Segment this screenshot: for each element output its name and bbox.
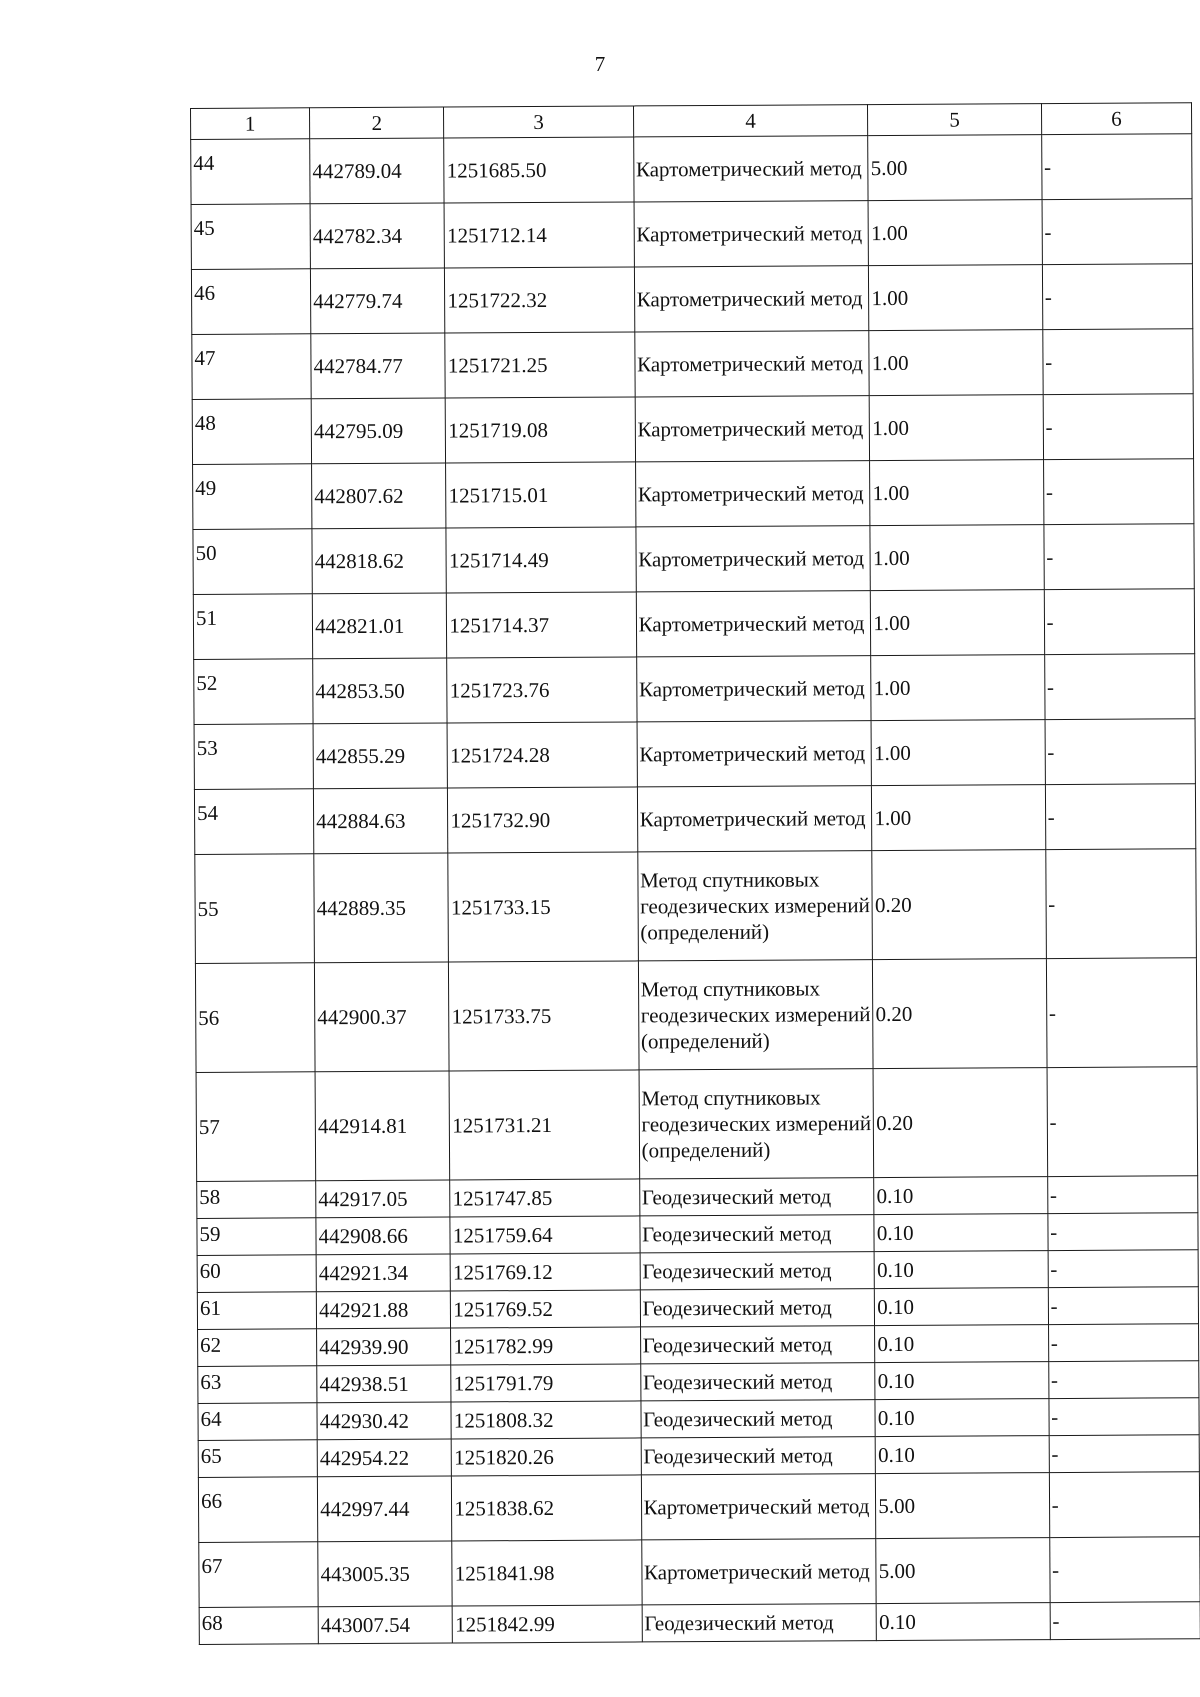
y-coordinate-cell: 1251731.21 — [449, 1070, 639, 1180]
y-coordinate-cell: 1251719.08 — [445, 397, 635, 463]
table-row — [197, 1287, 1198, 1330]
x-coordinate-cell: 442908.66 — [316, 1217, 450, 1255]
point-number-cell: 52 — [194, 659, 313, 725]
y-coordinate-cell: 1251841.98 — [452, 1540, 642, 1606]
x-coordinate-cell: 442779.74 — [311, 268, 446, 334]
x-coordinate-cell: 442821.01 — [312, 593, 447, 659]
x-coordinate-cell: 442853.50 — [313, 658, 448, 724]
accuracy-cell: 0.10 — [874, 1177, 1048, 1215]
x-coordinate-cell: 442795.09 — [311, 398, 446, 464]
point-number-cell: 59 — [197, 1218, 316, 1256]
accuracy-cell: 5.00 — [876, 1538, 1050, 1604]
x-coordinate-cell: 442900.37 — [315, 962, 450, 1072]
point-number-cell: 57 — [196, 1072, 316, 1182]
accuracy-cell: 5.00 — [876, 1473, 1050, 1539]
accuracy-cell: 1.00 — [869, 265, 1043, 331]
note-cell: - — [1045, 784, 1196, 850]
header-col-3: 3 — [444, 106, 633, 138]
accuracy-cell: 0.10 — [875, 1362, 1049, 1400]
table-row — [194, 654, 1195, 725]
note-cell: - — [1046, 958, 1197, 1068]
method-cell: Картометрический метод — [634, 201, 869, 267]
note-cell: - — [1048, 1250, 1199, 1288]
table-row — [191, 264, 1192, 335]
y-coordinate-cell: 1251724.28 — [447, 722, 637, 788]
table-row — [194, 719, 1195, 790]
point-number-cell: 45 — [191, 204, 310, 270]
note-cell: - — [1044, 524, 1195, 590]
point-number-cell: 62 — [198, 1329, 317, 1367]
table-row — [194, 784, 1195, 855]
method-cell: Геодезический метод — [640, 1326, 875, 1364]
note-cell: - — [1042, 329, 1193, 395]
method-cell: Геодезический метод — [641, 1400, 876, 1438]
accuracy-cell: 0.20 — [873, 1068, 1047, 1178]
method-cell: Картометрический метод — [641, 1539, 876, 1605]
accuracy-cell: 0.10 — [875, 1399, 1049, 1437]
accuracy-cell: 0.10 — [874, 1251, 1048, 1289]
accuracy-cell: 0.10 — [876, 1603, 1050, 1641]
accuracy-cell: 0.10 — [874, 1214, 1048, 1252]
point-number-cell: 44 — [191, 139, 310, 205]
y-coordinate-cell: 1251733.75 — [449, 961, 639, 1071]
x-coordinate-cell: 442997.44 — [317, 1476, 452, 1542]
x-coordinate-cell: 442938.51 — [317, 1365, 451, 1403]
point-number-cell: 50 — [193, 529, 312, 595]
note-cell: - — [1048, 1287, 1199, 1325]
table-row — [195, 958, 1197, 1073]
point-number-cell: 46 — [191, 269, 310, 335]
point-number-cell: 60 — [197, 1255, 316, 1293]
point-number-cell: 47 — [192, 334, 311, 400]
y-coordinate-cell: 1251782.99 — [451, 1327, 640, 1365]
x-coordinate-cell: 442855.29 — [313, 723, 448, 789]
note-cell: - — [1049, 1472, 1200, 1538]
point-number-cell: 64 — [198, 1403, 317, 1441]
point-number-cell: 55 — [195, 854, 315, 964]
y-coordinate-cell: 1251747.85 — [450, 1179, 639, 1217]
point-number-cell: 65 — [198, 1440, 317, 1478]
table-row — [191, 199, 1192, 270]
note-cell: - — [1050, 1602, 1200, 1640]
accuracy-cell: 1.00 — [870, 460, 1044, 526]
method-cell: Метод спутниковых геодезических измерений (определений) — [639, 1069, 874, 1179]
point-number-cell: 67 — [199, 1542, 318, 1608]
method-cell: Геодезический метод — [642, 1604, 877, 1642]
accuracy-cell: 0.10 — [875, 1288, 1049, 1326]
note-cell: - — [1045, 719, 1196, 785]
point-number-cell: 61 — [197, 1292, 316, 1330]
note-cell: - — [1048, 1213, 1199, 1251]
x-coordinate-cell: 442939.90 — [317, 1328, 451, 1366]
point-number-cell: 51 — [193, 594, 312, 660]
y-coordinate-cell: 1251685.50 — [444, 137, 634, 203]
note-cell: - — [1042, 199, 1193, 265]
y-coordinate-cell: 1251759.64 — [450, 1216, 639, 1254]
y-coordinate-cell: 1251722.32 — [445, 267, 635, 333]
accuracy-cell: 1.00 — [871, 655, 1045, 721]
table-row — [191, 134, 1192, 205]
y-coordinate-cell: 1251769.12 — [450, 1253, 639, 1291]
accuracy-cell: 1.00 — [869, 330, 1043, 396]
x-coordinate-cell: 442917.05 — [316, 1180, 450, 1218]
note-cell: - — [1044, 654, 1195, 720]
note-cell: - — [1048, 1324, 1199, 1362]
x-coordinate-cell: 442921.88 — [316, 1291, 450, 1329]
note-cell: - — [1041, 134, 1192, 200]
method-cell: Метод спутниковых геодезических измерений (определений) — [637, 851, 872, 961]
point-number-cell: 53 — [194, 724, 313, 790]
x-coordinate-cell: 443005.35 — [318, 1541, 453, 1607]
note-cell: - — [1043, 459, 1194, 525]
method-cell: Картометрический метод — [637, 786, 872, 852]
accuracy-cell: 0.20 — [872, 850, 1046, 960]
table-row — [197, 1213, 1198, 1256]
table-row — [198, 1435, 1199, 1478]
x-coordinate-cell: 442921.34 — [316, 1254, 450, 1292]
point-number-cell: 56 — [195, 963, 315, 1073]
point-number-cell: 48 — [192, 399, 311, 465]
y-coordinate-cell: 1251723.76 — [447, 657, 637, 723]
accuracy-cell: 1.00 — [871, 720, 1045, 786]
note-cell: - — [1049, 1398, 1200, 1436]
method-cell: Геодезический метод — [640, 1252, 875, 1290]
y-coordinate-cell: 1251838.62 — [452, 1475, 642, 1541]
page-number: 7 — [594, 52, 606, 76]
accuracy-cell: 1.00 — [870, 525, 1044, 591]
note-cell: - — [1043, 394, 1194, 460]
table-row — [193, 459, 1194, 530]
method-cell: Геодезический метод — [639, 1215, 874, 1253]
y-coordinate-cell: 1251714.37 — [447, 592, 637, 658]
method-cell: Картометрический метод — [636, 656, 871, 722]
method-cell: Картометрический метод — [637, 721, 872, 787]
y-coordinate-cell: 1251712.14 — [444, 202, 634, 268]
table-row — [198, 1361, 1199, 1404]
header-col-4: 4 — [633, 105, 868, 137]
y-coordinate-cell: 1251842.99 — [452, 1605, 641, 1643]
accuracy-cell: 0.10 — [875, 1436, 1049, 1474]
note-cell: - — [1049, 1435, 1200, 1473]
accuracy-cell: 1.00 — [872, 785, 1046, 851]
header-col-5: 5 — [868, 104, 1042, 136]
point-number-cell: 49 — [193, 464, 312, 530]
point-number-cell: 54 — [194, 789, 313, 855]
method-cell: Геодезический метод — [639, 1178, 874, 1216]
y-coordinate-cell: 1251733.15 — [448, 852, 638, 962]
x-coordinate-cell: 442884.63 — [314, 788, 449, 854]
x-coordinate-cell: 442818.62 — [312, 528, 447, 594]
header-col-2: 2 — [310, 107, 444, 139]
y-coordinate-cell: 1251820.26 — [451, 1438, 640, 1476]
note-cell: - — [1047, 1067, 1198, 1177]
method-cell: Картометрический метод — [635, 526, 870, 592]
note-cell: - — [1047, 1176, 1198, 1214]
note-cell: - — [1044, 589, 1195, 655]
point-number-cell: 58 — [197, 1181, 316, 1219]
accuracy-cell: 0.20 — [873, 959, 1047, 1069]
table-row — [193, 589, 1194, 660]
coordinates-table — [190, 102, 1200, 1645]
x-coordinate-cell: 442784.77 — [311, 333, 446, 399]
method-cell: Картометрический метод — [634, 266, 869, 332]
table-row — [198, 1324, 1199, 1367]
table-row — [193, 524, 1194, 595]
accuracy-cell: 5.00 — [868, 135, 1042, 201]
accuracy-cell: 0.10 — [875, 1325, 1049, 1363]
method-cell: Геодезический метод — [640, 1363, 875, 1401]
method-cell: Картометрический метод — [635, 396, 870, 462]
method-cell: Картометрический метод — [634, 331, 869, 397]
table-row — [197, 1176, 1198, 1219]
y-coordinate-cell: 1251732.90 — [448, 787, 638, 853]
y-coordinate-cell: 1251769.52 — [451, 1290, 640, 1328]
table-row — [192, 329, 1193, 400]
accuracy-cell: 1.00 — [871, 590, 1045, 656]
table-row — [199, 1602, 1200, 1645]
header-col-1: 1 — [191, 108, 310, 140]
y-coordinate-cell: 1251791.79 — [451, 1364, 640, 1402]
table-row — [196, 1067, 1198, 1182]
y-coordinate-cell: 1251715.01 — [446, 462, 636, 528]
x-coordinate-cell: 442889.35 — [314, 853, 449, 963]
x-coordinate-cell: 442782.34 — [310, 203, 445, 269]
x-coordinate-cell: 442914.81 — [315, 1071, 450, 1181]
method-cell: Картометрический метод — [636, 591, 871, 657]
point-number-cell: 68 — [199, 1607, 318, 1645]
x-coordinate-cell: 442954.22 — [317, 1439, 451, 1477]
method-cell: Картометрический метод — [633, 136, 868, 202]
point-number-cell: 63 — [198, 1366, 317, 1404]
method-cell: Картометрический метод — [641, 1474, 876, 1540]
y-coordinate-cell: 1251714.49 — [446, 527, 636, 593]
accuracy-cell: 1.00 — [868, 200, 1042, 266]
y-coordinate-cell: 1251808.32 — [451, 1401, 640, 1439]
x-coordinate-cell: 443007.54 — [318, 1606, 452, 1644]
table-row — [197, 1250, 1198, 1293]
note-cell: - — [1042, 264, 1193, 330]
table-row — [199, 1537, 1200, 1608]
point-number-cell: 66 — [198, 1477, 317, 1543]
method-cell: Геодезический метод — [640, 1289, 875, 1327]
x-coordinate-cell: 442930.42 — [317, 1402, 451, 1440]
note-cell: - — [1048, 1361, 1199, 1399]
note-cell: - — [1045, 849, 1196, 959]
note-cell: - — [1049, 1537, 1200, 1603]
header-col-6: 6 — [1041, 103, 1192, 135]
x-coordinate-cell: 442789.04 — [310, 138, 445, 204]
x-coordinate-cell: 442807.62 — [312, 463, 447, 529]
method-cell: Геодезический метод — [641, 1437, 876, 1475]
table-row — [198, 1472, 1199, 1543]
method-cell: Метод спутниковых геодезических измерений (определений) — [638, 960, 873, 1070]
y-coordinate-cell: 1251721.25 — [445, 332, 635, 398]
table-row — [192, 394, 1193, 465]
table-row — [198, 1398, 1199, 1441]
accuracy-cell: 1.00 — [869, 395, 1043, 461]
method-cell: Картометрический метод — [635, 461, 870, 527]
table-row — [195, 849, 1197, 964]
